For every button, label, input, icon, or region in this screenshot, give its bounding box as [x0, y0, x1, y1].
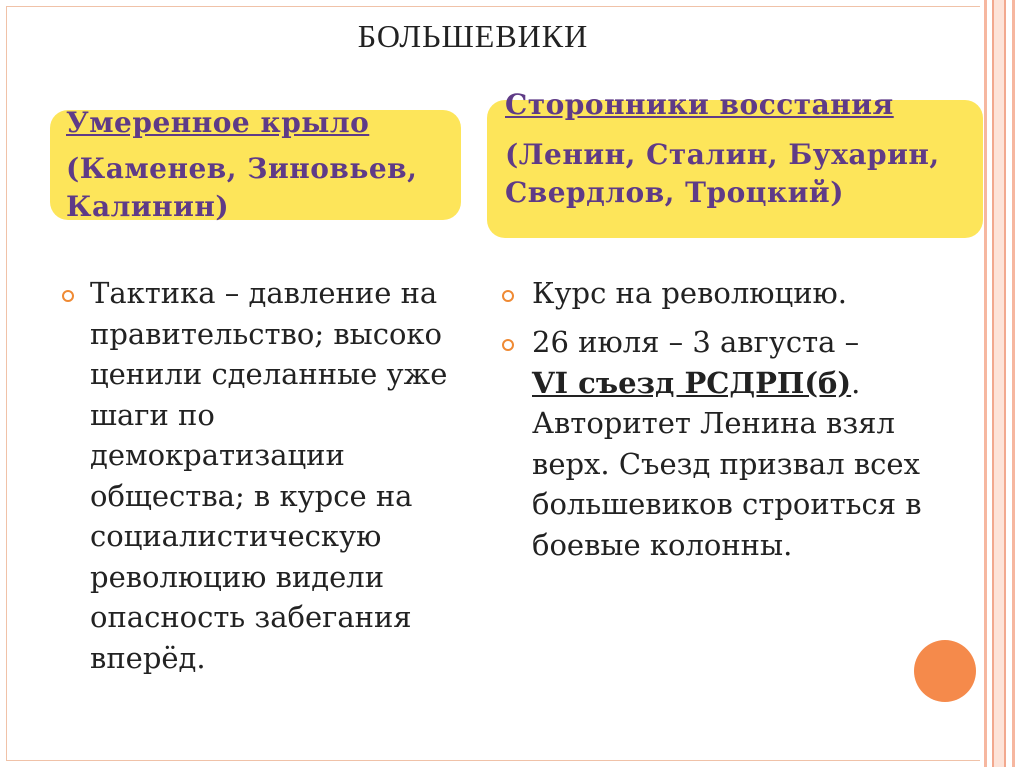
uprising-supporters-members: (Ленин, Сталин, Бухарин, Свердлов, Троцкий) — [505, 138, 940, 209]
slide-title: БОЛЬШЕВИКИ — [357, 18, 589, 54]
bullet-icon — [502, 290, 514, 302]
congress-text — [532, 322, 922, 565]
revolution-course-text: Курс на революцию. — [532, 276, 847, 310]
uprising-supporters-heading: Сторонники восстания — [505, 88, 894, 121]
moderate-wing-members: (Каменев, Зиновьев, Калинин) — [66, 152, 418, 223]
bullet-icon — [62, 290, 74, 302]
congress-date: 26 июля – 3 августа – — [532, 325, 860, 359]
bullet-icon — [502, 339, 514, 351]
moderate-wing-heading: Умеренное крыло — [66, 106, 370, 139]
congress-period: . — [851, 365, 861, 400]
congress-name: VI съезд РСДРП(б) — [532, 365, 852, 400]
decorative-circle — [914, 640, 976, 702]
moderate-tactics-text: Тактика – давление на правительство; высоко ценили сделанные уже шаги по демократизации общества; в курсе на социалистическую революцию видели опасность забегания вперёд. — [90, 276, 448, 675]
congress-details: Авторитет Ленина взял верх. Съезд призвал всех большевиков строиться в боевые колонны. — [532, 406, 922, 562]
decorative-stripes — [980, 0, 1024, 767]
